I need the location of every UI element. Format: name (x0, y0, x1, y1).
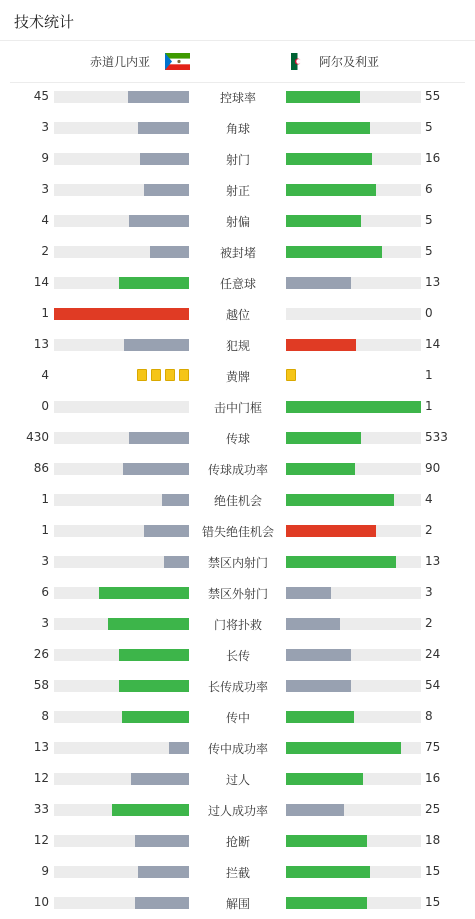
away-stat-bar (286, 215, 421, 227)
stat-label: 抢断 (225, 835, 250, 849)
stat-label: 传球 (225, 432, 250, 446)
stat-row (0, 267, 475, 298)
home-stat-bar-fill (138, 122, 189, 134)
home-stat-bar (54, 308, 189, 320)
home-stat-bar (54, 742, 189, 754)
away-stat-bar (286, 122, 421, 134)
stat-label: 长传 (225, 649, 250, 663)
away-stat-bar (286, 246, 421, 258)
home-stat-bar-fill (108, 618, 189, 630)
home-stat-bar-fill (135, 835, 189, 847)
away-stat-bar-fill (286, 91, 360, 103)
home-stat-value: 1 (41, 306, 49, 320)
away-stat-value: 1 (425, 368, 433, 382)
home-stat-bar (54, 339, 189, 351)
stat-label: 控球率 (219, 91, 256, 105)
stat-row (0, 887, 475, 918)
away-stat-value: 3 (425, 585, 433, 599)
stat-row (0, 608, 475, 639)
home-stat-value: 3 (41, 616, 49, 630)
away-stat-bar-fill (286, 184, 376, 196)
away-stat-bar (286, 525, 421, 537)
home-stat-bar (54, 246, 189, 258)
stat-row (0, 329, 475, 360)
stat-label: 禁区外射门 (207, 587, 268, 601)
stat-label: 射偏 (225, 215, 250, 229)
home-stat-bar (54, 680, 189, 692)
away-stat-bar-fill (286, 153, 372, 165)
stat-row (0, 391, 475, 422)
away-stat-bar-fill (286, 742, 401, 754)
home-stat-bar (54, 835, 189, 847)
teams-bar (10, 41, 465, 83)
home-stat-bar-fill (138, 866, 189, 878)
away-stat-value: 2 (425, 616, 433, 630)
away-stat-bar-fill (286, 897, 367, 909)
stat-row (0, 143, 475, 174)
stat-row (0, 81, 475, 112)
stat-row (0, 360, 475, 391)
home-stat-value: 26 (33, 647, 49, 661)
away-stat-bar (286, 897, 421, 909)
home-stat-bar-fill (128, 91, 189, 103)
away-stat-bar-fill (286, 525, 376, 537)
home-stat-bar (54, 587, 189, 599)
home-stat-value: 86 (33, 461, 49, 475)
stat-label: 角球 (225, 122, 250, 136)
home-stat-bar-fill (140, 153, 189, 165)
away-stat-bar-fill (286, 494, 394, 506)
stat-row (0, 577, 475, 608)
away-stat-bar-fill (286, 649, 351, 661)
away-stat-bar (286, 463, 421, 475)
home-stat-bar (54, 804, 189, 816)
away-stat-bar (286, 153, 421, 165)
home-stat-value: 0 (41, 399, 49, 413)
away-stat-value: 14 (425, 337, 441, 351)
home-stat-bar-fill (150, 246, 189, 258)
away-stat-value: 5 (425, 213, 433, 227)
away-stat-bar (286, 649, 421, 661)
home-stat-value: 4 (41, 213, 49, 227)
home-stat-bar (54, 897, 189, 909)
home-stat-bar-fill (144, 525, 189, 537)
away-stat-value: 13 (425, 554, 441, 568)
away-stat-value: 4 (425, 492, 433, 506)
home-stat-bar (54, 525, 189, 537)
algeria-flag-icon (291, 53, 304, 70)
stat-label: 传球成功率 (207, 463, 268, 477)
away-stat-value: 55 (425, 89, 441, 103)
home-stat-value: 10 (33, 895, 49, 909)
away-stat-value: 2 (425, 523, 433, 537)
home-stat-bar (54, 432, 189, 444)
away-stat-bar (286, 587, 421, 599)
stat-label: 任意球 (219, 277, 256, 291)
home-stat-value: 14 (33, 275, 49, 289)
home-stat-bar (54, 556, 189, 568)
home-stat-bar (54, 463, 189, 475)
away-stat-value: 18 (425, 833, 441, 847)
stats-list (0, 81, 475, 918)
home-stat-value: 58 (33, 678, 49, 692)
home-stat-value: 33 (33, 802, 49, 816)
stat-row (0, 546, 475, 577)
home-stat-value: 1 (41, 492, 49, 506)
away-stat-bar-fill (286, 680, 351, 692)
page-title: 技术统计 (14, 13, 75, 31)
stat-label: 越位 (225, 308, 250, 322)
stat-row (0, 670, 475, 701)
away-stat-bar (286, 494, 421, 506)
away-stat-value: 16 (425, 151, 441, 165)
away-stat-value: 5 (425, 120, 433, 134)
stat-row (0, 298, 475, 329)
away-stat-value: 1 (425, 399, 433, 413)
away-stat-bar (286, 835, 421, 847)
away-stat-bar-fill (286, 587, 331, 599)
away-stat-bar-fill (286, 246, 382, 258)
home-stat-value: 3 (41, 554, 49, 568)
stat-row (0, 732, 475, 763)
stat-label: 犯规 (225, 339, 250, 353)
home-stat-bar-fill (129, 215, 189, 227)
away-stat-bar-fill (286, 804, 344, 816)
away-stat-bar-fill (286, 215, 361, 227)
home-stat-bar-fill (135, 897, 189, 909)
home-stat-bar-fill (122, 711, 190, 723)
away-stat-bar (286, 339, 421, 351)
away-stat-value: 15 (425, 895, 441, 909)
home-stat-bar (54, 649, 189, 661)
away-stat-bar (286, 866, 421, 878)
home-stat-bar-fill (119, 680, 189, 692)
away-stat-value: 90 (425, 461, 441, 475)
home-stat-value: 8 (41, 709, 49, 723)
away-stat-bar-fill (286, 339, 356, 351)
stat-row (0, 236, 475, 267)
home-stat-bar (54, 773, 189, 785)
yellow-card-icon (286, 369, 296, 381)
yellow-card-icon (165, 369, 175, 381)
home-stat-bar-fill (169, 742, 189, 754)
away-yellow-cards (286, 369, 296, 382)
home-stat-value: 9 (41, 151, 49, 165)
yellow-card-icon (151, 369, 161, 381)
away-stat-value: 16 (425, 771, 441, 785)
away-stat-bar (286, 804, 421, 816)
yellow-card-icon (179, 369, 189, 381)
stat-label: 长传成功率 (207, 680, 268, 694)
home-stat-bar (54, 153, 189, 165)
away-stat-bar-fill (286, 463, 355, 475)
home-stat-value: 9 (41, 864, 49, 878)
stats-header (0, 0, 475, 41)
away-stat-value: 0 (425, 306, 433, 320)
stat-row (0, 112, 475, 143)
home-stat-bar-fill (119, 649, 189, 661)
stat-label: 传中 (225, 711, 250, 725)
home-team-name[interactable]: 赤道几内亚 (89, 55, 150, 69)
away-stat-bar-fill (286, 773, 363, 785)
home-stat-bar (54, 866, 189, 878)
home-stat-value: 3 (41, 120, 49, 134)
home-stat-bar (54, 184, 189, 196)
home-stat-value: 45 (33, 89, 49, 103)
stat-row (0, 422, 475, 453)
home-stat-value: 430 (26, 430, 49, 444)
away-stat-bar-fill (286, 835, 367, 847)
home-stat-bar-fill (54, 308, 189, 320)
stat-label: 解围 (225, 897, 250, 911)
home-stat-value: 2 (41, 244, 49, 258)
stat-label: 击中门框 (213, 401, 262, 415)
away-stat-bar (286, 308, 421, 320)
away-stat-value: 13 (425, 275, 441, 289)
stat-label: 射正 (225, 184, 250, 198)
stat-label: 禁区内射门 (207, 556, 268, 570)
home-stat-bar-fill (119, 277, 189, 289)
stat-label: 射门 (225, 153, 250, 167)
away-stat-bar (286, 711, 421, 723)
home-stat-bar (54, 494, 189, 506)
stat-row (0, 856, 475, 887)
stat-label: 传中成功率 (207, 742, 268, 756)
stat-row (0, 205, 475, 236)
away-stat-bar (286, 680, 421, 692)
home-stat-value: 3 (41, 182, 49, 196)
home-stat-bar-fill (131, 773, 189, 785)
home-stat-bar-fill (164, 556, 189, 568)
stat-row (0, 174, 475, 205)
home-stat-value: 4 (41, 368, 49, 382)
away-stat-bar-fill (286, 432, 361, 444)
away-stat-bar-fill (286, 711, 354, 723)
away-stat-bar (286, 401, 421, 413)
away-team-name[interactable]: 阿尔及利亚 (319, 55, 380, 69)
home-stat-bar (54, 277, 189, 289)
home-stat-bar (54, 711, 189, 723)
stat-row (0, 794, 475, 825)
home-stat-bar-fill (112, 804, 189, 816)
away-stat-value: 6 (425, 182, 433, 196)
stat-label: 门将扑救 (213, 618, 262, 632)
stat-row (0, 701, 475, 732)
home-stat-value: 1 (41, 523, 49, 537)
home-stat-bar-fill (99, 587, 189, 599)
away-stat-bar-fill (286, 618, 340, 630)
home-stat-bar-fill (123, 463, 189, 475)
home-stat-bar (54, 215, 189, 227)
stat-label: 被封堵 (219, 246, 256, 260)
away-stat-bar (286, 91, 421, 103)
away-stat-value: 25 (425, 802, 441, 816)
stat-row (0, 825, 475, 856)
stat-label: 过人 (225, 773, 250, 787)
home-stat-value: 6 (41, 585, 49, 599)
home-yellow-cards (137, 369, 189, 382)
away-stat-value: 54 (425, 678, 441, 692)
away-stat-bar (286, 773, 421, 785)
home-stat-value: 13 (33, 337, 49, 351)
home-stat-bar-fill (124, 339, 189, 351)
equatorial-guinea-flag-icon (165, 53, 190, 70)
home-stat-bar (54, 618, 189, 630)
stat-label: 黄牌 (225, 370, 250, 384)
home-stat-bar-fill (162, 494, 189, 506)
home-stat-bar (54, 91, 189, 103)
away-stat-bar (286, 184, 421, 196)
away-stat-bar (286, 277, 421, 289)
away-stat-bar (286, 742, 421, 754)
away-stat-bar (286, 556, 421, 568)
stat-label: 错失绝佳机会 (201, 525, 274, 539)
stat-row (0, 484, 475, 515)
home-stat-bar (54, 122, 189, 134)
home-stat-value: 12 (33, 833, 49, 847)
away-stat-value: 75 (425, 740, 441, 754)
stat-row (0, 453, 475, 484)
away-stat-bar-fill (286, 277, 351, 289)
stat-row (0, 639, 475, 670)
yellow-card-icon (137, 369, 147, 381)
stat-label: 过人成功率 (207, 804, 268, 818)
away-stat-value: 24 (425, 647, 441, 661)
home-stat-bar-fill (129, 432, 189, 444)
home-stat-value: 13 (33, 740, 49, 754)
stat-label: 拦截 (225, 866, 250, 880)
away-stat-bar-fill (286, 122, 370, 134)
away-stat-bar-fill (286, 401, 421, 413)
away-stat-bar (286, 432, 421, 444)
stat-row (0, 515, 475, 546)
home-stat-bar-fill (144, 184, 189, 196)
away-stat-value: 5 (425, 244, 433, 258)
away-stat-value: 533 (425, 430, 448, 444)
home-stat-value: 12 (33, 771, 49, 785)
away-stat-value: 8 (425, 709, 433, 723)
away-stat-value: 15 (425, 864, 441, 878)
stat-label: 绝佳机会 (213, 494, 262, 508)
home-stat-bar (54, 401, 189, 413)
stat-row (0, 763, 475, 794)
away-stat-bar-fill (286, 556, 396, 568)
away-stat-bar-fill (286, 866, 370, 878)
away-stat-bar (286, 618, 421, 630)
